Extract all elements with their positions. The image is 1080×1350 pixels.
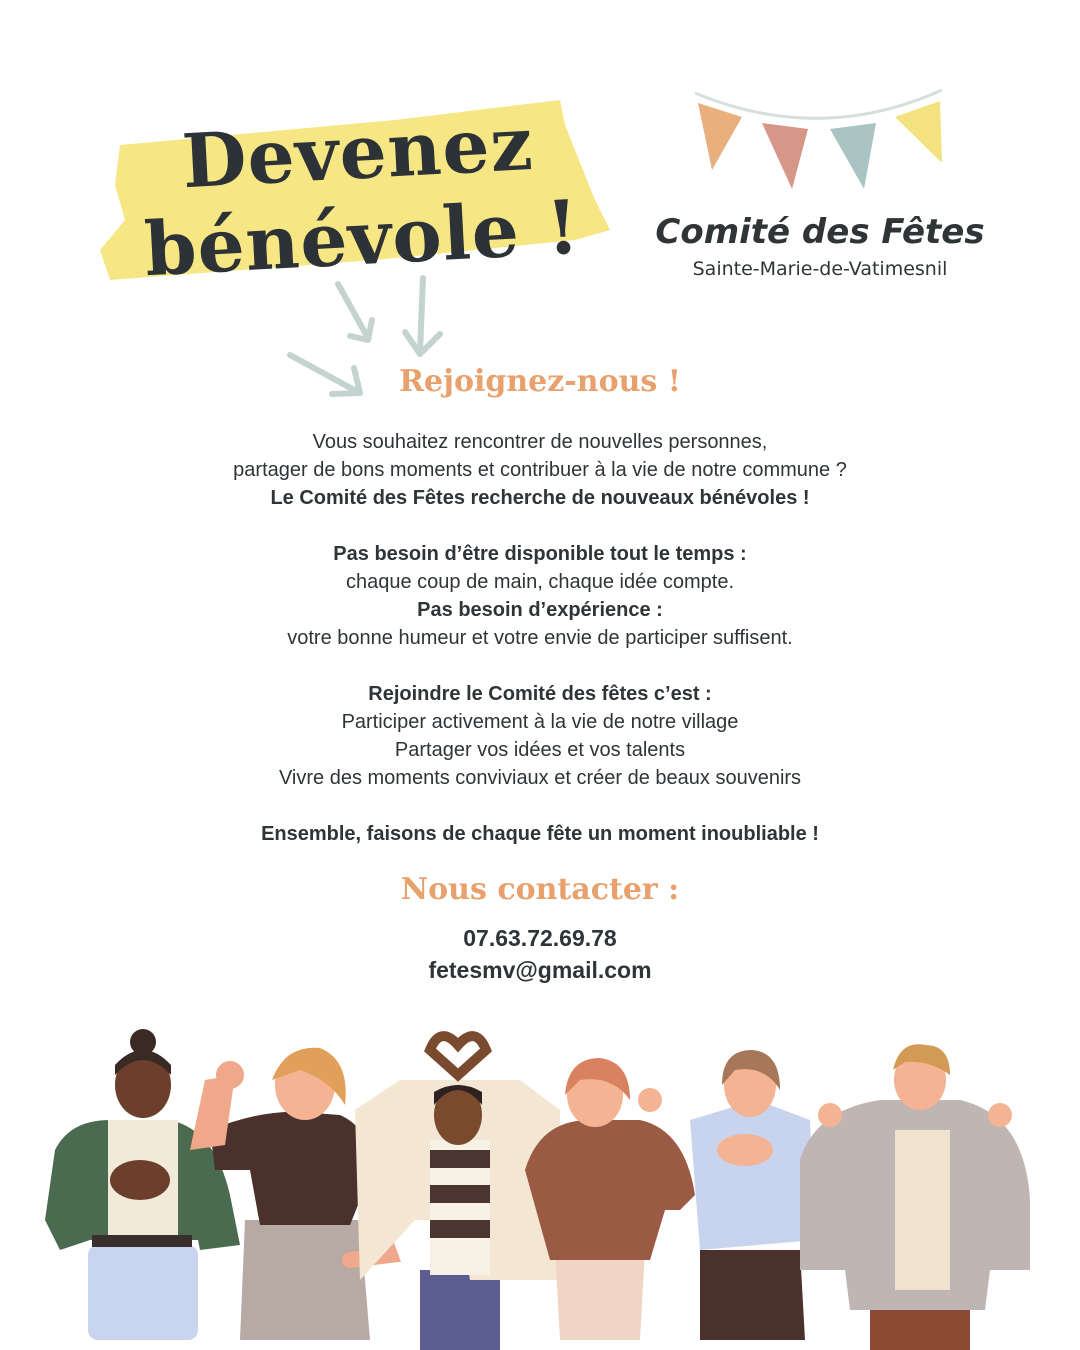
person-illustration bbox=[525, 1058, 695, 1340]
flag-blue bbox=[830, 123, 876, 189]
experience-title: Pas besoin d’expérience : bbox=[417, 599, 663, 621]
intro-line-3: Le Comité des Fêtes recherche de nouveaux bénévoles ! bbox=[270, 487, 810, 509]
person-illustration bbox=[800, 1044, 1030, 1350]
benefit-item: Partager vos idées et vos talents bbox=[394, 739, 686, 761]
body-text bbox=[90, 428, 990, 848]
availability-title: Pas besoin d’être disponible tout le temps : bbox=[333, 543, 747, 565]
contact-block bbox=[0, 922, 1080, 986]
arrow-icon bbox=[338, 284, 368, 338]
headline-line-1: Devenez bbox=[180, 100, 536, 206]
headline bbox=[91, 96, 629, 296]
headline-block bbox=[95, 90, 625, 294]
bunting-flags bbox=[690, 85, 950, 195]
flag-pink bbox=[762, 123, 808, 189]
intro-line-1: Vous souhaitez rencontrer de nouvelles personnes, bbox=[312, 431, 768, 453]
join-title: Rejoignez-nous ! bbox=[399, 364, 681, 399]
experience-text: votre bonne humeur et votre envie de participer suffisent. bbox=[287, 627, 793, 649]
benefits-title: Rejoindre le Comité des fêtes c’est : bbox=[368, 683, 712, 705]
flag-yellow bbox=[895, 101, 942, 163]
person-illustration bbox=[690, 1050, 815, 1340]
benefit-item: Vivre des moments conviviaux et créer de beaux souvenirs bbox=[278, 767, 802, 789]
logo-title: Comité des Fêtes bbox=[655, 212, 985, 252]
logo-subtitle: Sainte-Marie-de-Vatimesnil bbox=[692, 258, 948, 280]
availability-text: chaque coup de main, chaque idée compte. bbox=[345, 571, 735, 593]
flag-orange bbox=[698, 103, 742, 170]
closing-line: Ensemble, faisons de chaque fête un moment inoubliable ! bbox=[261, 823, 819, 845]
benefit-item: Participer activement à la vie de notre village bbox=[341, 711, 739, 733]
person-illustration bbox=[355, 1036, 560, 1350]
person-illustration bbox=[45, 1029, 240, 1340]
email-link[interactable]: fetesmv@gmail.com bbox=[428, 957, 652, 983]
phone-number[interactable]: 07.63.72.69.78 bbox=[463, 925, 617, 951]
headline-line-2: bénévole ! bbox=[142, 184, 582, 294]
contact-title: Nous contacter : bbox=[400, 872, 680, 907]
arrow-icon bbox=[420, 278, 423, 352]
intro-line-2: partager de bons moments et contribuer à la vie de notre commune ? bbox=[233, 459, 847, 481]
volunteers-illustration bbox=[0, 1020, 1080, 1350]
